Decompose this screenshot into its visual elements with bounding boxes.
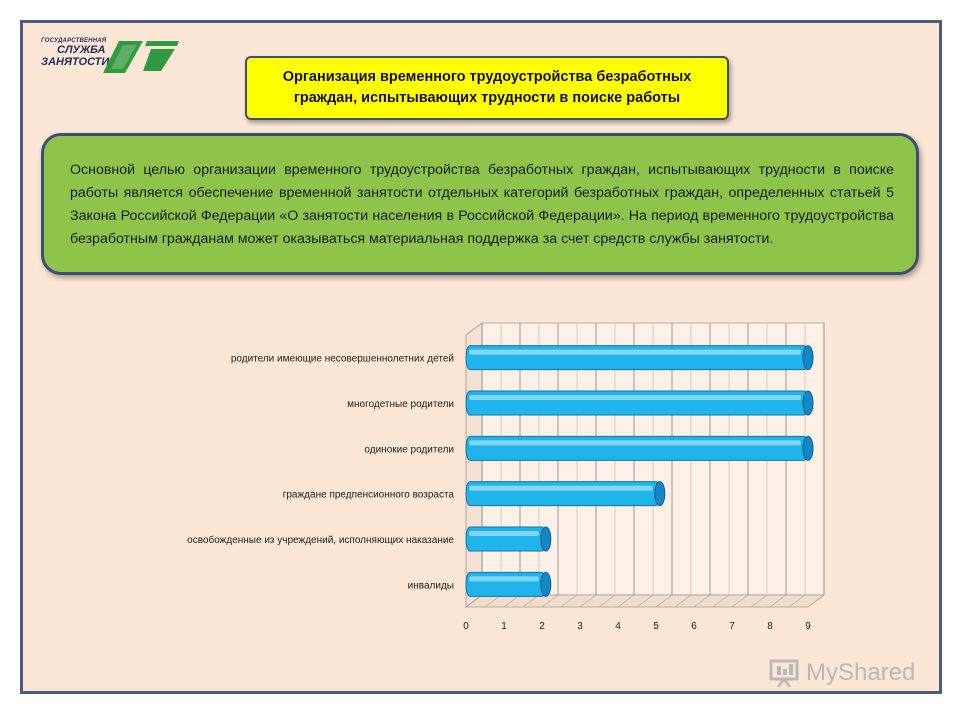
chart-bar bbox=[466, 572, 546, 596]
chart-x-tick-label: 5 bbox=[653, 621, 659, 632]
description-text: Основной целью организации временного трудоустройства безработных граждан, испытывающих трудности в поиске работы является обеспечение временной занятости отдельных категорий безработных граждан, определенных статьей 5 Закона Российской Федерации «О занятости населения в Российской Федерации». На период временного трудоустройства безработным гражданам может оказываться материальная поддержка за счет средств службы занятости. bbox=[70, 162, 894, 247]
chart-bar bbox=[466, 391, 808, 415]
watermark-presentation-icon bbox=[768, 658, 802, 688]
chart-bar-highlight bbox=[469, 350, 801, 355]
chart-bar bbox=[466, 346, 808, 370]
chart-x-tick-label: 4 bbox=[615, 621, 621, 632]
chart-bar-cap bbox=[541, 572, 551, 596]
chart-bar bbox=[466, 527, 546, 551]
chart-bar bbox=[466, 436, 808, 460]
chart-x-tick-label: 0 bbox=[463, 621, 469, 632]
chart-bar-highlight bbox=[469, 576, 539, 581]
logo-small-text: ГОСУДАРСТВЕННАЯ bbox=[41, 38, 107, 44]
chart-x-tick-label: 3 bbox=[577, 621, 583, 632]
chart-category-label: инвалиды bbox=[407, 580, 454, 592]
chart-category-label: одинокие родители bbox=[364, 444, 454, 456]
chart-bar-cap bbox=[541, 527, 551, 551]
chart-x-tick-label: 6 bbox=[691, 621, 697, 632]
chart-bar-highlight bbox=[469, 486, 653, 491]
chart-bar-cap bbox=[803, 391, 813, 415]
chart-category-label: родители имеющие несовершеннолетних детей bbox=[230, 353, 454, 365]
chart-bar bbox=[466, 482, 660, 506]
chart-x-tick-label: 2 bbox=[539, 621, 545, 632]
chart-bar-cap bbox=[655, 482, 665, 506]
watermark-text: MyShared bbox=[806, 659, 916, 686]
chart-x-tick-label: 8 bbox=[767, 621, 773, 632]
chart-category-label: граждане предпенсионного возраста bbox=[282, 489, 454, 501]
chart-x-tick-label: 7 bbox=[729, 621, 735, 632]
chart-bar-cap bbox=[803, 436, 813, 460]
chart-x-tick-label: 9 bbox=[805, 621, 811, 632]
chart-category-label: освобожденные из учреждений, исполняющих наказание bbox=[187, 535, 454, 546]
chart-bar-highlight bbox=[469, 395, 801, 400]
chart-category-label: многодетные родители bbox=[347, 399, 454, 410]
chart-bar-highlight bbox=[469, 531, 539, 536]
chart-bar-cap bbox=[803, 346, 813, 370]
page-title: Организация временного трудоустройства безработных граждан, испытывающих трудности в поиске работы bbox=[282, 69, 692, 106]
watermark bbox=[768, 656, 928, 688]
chart-x-tick-label: 1 bbox=[501, 621, 507, 632]
logo-line-2: ЗАНЯТОСТИ bbox=[41, 56, 110, 68]
logo-line-1: СЛУЖБА bbox=[57, 44, 106, 56]
chart-bar-highlight bbox=[469, 440, 801, 445]
